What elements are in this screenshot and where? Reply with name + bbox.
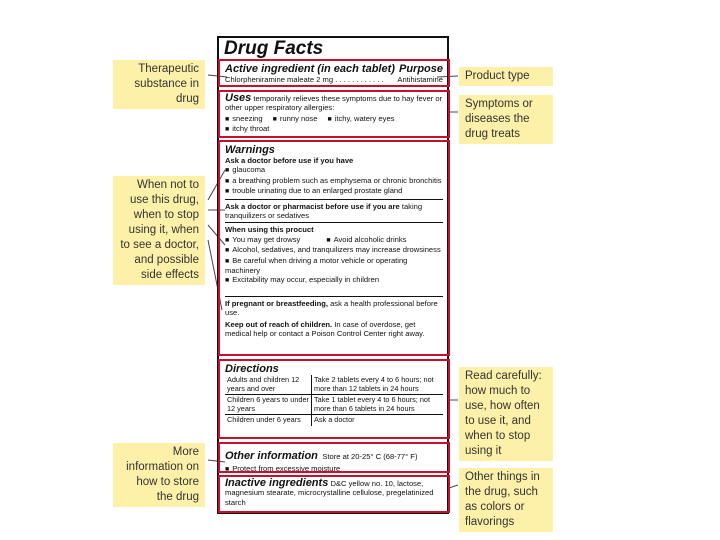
directions-age: Adults and children 12 years and over bbox=[225, 375, 312, 395]
uses-text-block bbox=[225, 94, 443, 113]
ask-pharmacist-heading: Ask a doctor or pharmacist before use if you are bbox=[225, 201, 400, 211]
active-ingredient-dots: . . . . . . . . . . . . bbox=[335, 75, 384, 84]
warnings-section bbox=[218, 140, 450, 356]
directions-age: Children under 6 years bbox=[225, 415, 312, 426]
table-row bbox=[225, 395, 443, 415]
directions-age: Children 6 years to under 12 years bbox=[225, 395, 312, 415]
callout-store-info: More information on how to store the drug bbox=[113, 443, 205, 507]
uses-item: ■ runny nose bbox=[273, 114, 318, 124]
active-ingredient-name: Chlorpheniramine maleate 2 mg bbox=[225, 75, 334, 84]
callout-other-things: Other things in the drug, such as colors or flavorings bbox=[459, 468, 553, 532]
other-information-item: ■ Protect from excessive moisture bbox=[225, 464, 443, 474]
uses-text: temporarily relieves these symptoms due to hay fever or other upper respiratory allergies: bbox=[225, 94, 443, 113]
ask-doctor-item: ■ a breathing problem such as emphysema or chronic bronchitis bbox=[225, 176, 443, 186]
when-using-item: ■ You may get drowsy bbox=[225, 235, 300, 245]
pregnant-heading: If pregnant or breastfeeding, bbox=[225, 298, 328, 308]
drug-facts-title: Drug Facts bbox=[224, 38, 324, 59]
uses-item: ■ itchy, watery eyes bbox=[327, 114, 394, 124]
when-using-item: ■ Excitability may occur, especially in children bbox=[225, 275, 443, 285]
active-ingredient-section bbox=[218, 59, 450, 87]
inactive-ingredients-section bbox=[218, 475, 450, 513]
callout-symptoms: Symptoms or diseases the drug treats bbox=[459, 95, 553, 144]
ask-doctor-item: ■ glaucoma bbox=[225, 165, 443, 175]
ask-pharmacist-text: taking tranquilizers or sedatives bbox=[225, 201, 423, 221]
directions-dose: Take 2 tablets every 4 to 6 hours; not more than 12 tablets in 24 hours bbox=[312, 375, 444, 395]
callout-when-not: When not to use this drug, when to stop using it, when to see a doctor, and possible side effects bbox=[113, 176, 205, 285]
keep-out-heading: Keep out of reach of children. bbox=[225, 319, 333, 329]
ask-doctor-heading: Ask a doctor before use if you have bbox=[225, 156, 354, 165]
uses-section bbox=[218, 90, 450, 138]
uses-item: ■ sneezing bbox=[225, 114, 263, 124]
table-row bbox=[225, 415, 443, 426]
when-using-heading: When using this procuct bbox=[225, 225, 314, 235]
table-row bbox=[225, 375, 443, 395]
callout-therapeutic: Therapeutic substance in drug bbox=[113, 60, 205, 109]
callout-product-type: Product type bbox=[459, 67, 553, 86]
uses-item: ■ itchy throat bbox=[225, 124, 269, 133]
other-information-heading: Other information bbox=[225, 450, 318, 462]
directions-section bbox=[218, 359, 450, 439]
when-using-item: ■ Alcohol, sedatives, and tranquilizers may increase drowsiness bbox=[225, 245, 443, 255]
uses-heading: Uses bbox=[225, 92, 252, 104]
directions-table bbox=[225, 375, 443, 426]
callout-read-carefully: Read carefully: how much to use, how often to use it, and when to stop using it bbox=[459, 367, 553, 461]
purpose-value: Antihistamine bbox=[397, 75, 443, 84]
other-information-section bbox=[218, 442, 450, 473]
pregnant-text: ask a health professional before use. bbox=[225, 298, 438, 318]
purpose-heading: Purpose bbox=[398, 63, 443, 75]
directions-dose: Ask a doctor bbox=[314, 415, 355, 425]
leader-other bbox=[449, 485, 458, 488]
inactive-ingredients-heading: Inactive ingredients bbox=[225, 477, 329, 489]
inactive-ingredients-text: D&C yellow no. 10, lactose, magnesium stearate, microcrystalline cellulose, pregelatinized starch bbox=[225, 479, 434, 507]
directions-dose: Take 1 tablet every 4 to 6 hours; not more than 6 tablets in 24 hours bbox=[312, 395, 444, 415]
other-information-store: Store at 20-25° C (68-77° F) bbox=[322, 452, 418, 461]
keep-out-text: In case of overdose, get medical help or contact a Poison Control Center right away. bbox=[225, 319, 425, 339]
when-using-item: ■ Be careful when driving a motor vehicle or operating machinery bbox=[225, 256, 443, 276]
warnings-heading: Warnings bbox=[225, 144, 275, 156]
when-using-item: ■ Avoid alcoholic drinks bbox=[326, 235, 406, 245]
active-ingredient-heading: Active ingredient (in each tablet) bbox=[225, 63, 395, 75]
directions-heading: Directions bbox=[225, 363, 279, 375]
ask-doctor-item: ■ trouble urinating due to an enlarged prostate gland bbox=[225, 186, 443, 196]
